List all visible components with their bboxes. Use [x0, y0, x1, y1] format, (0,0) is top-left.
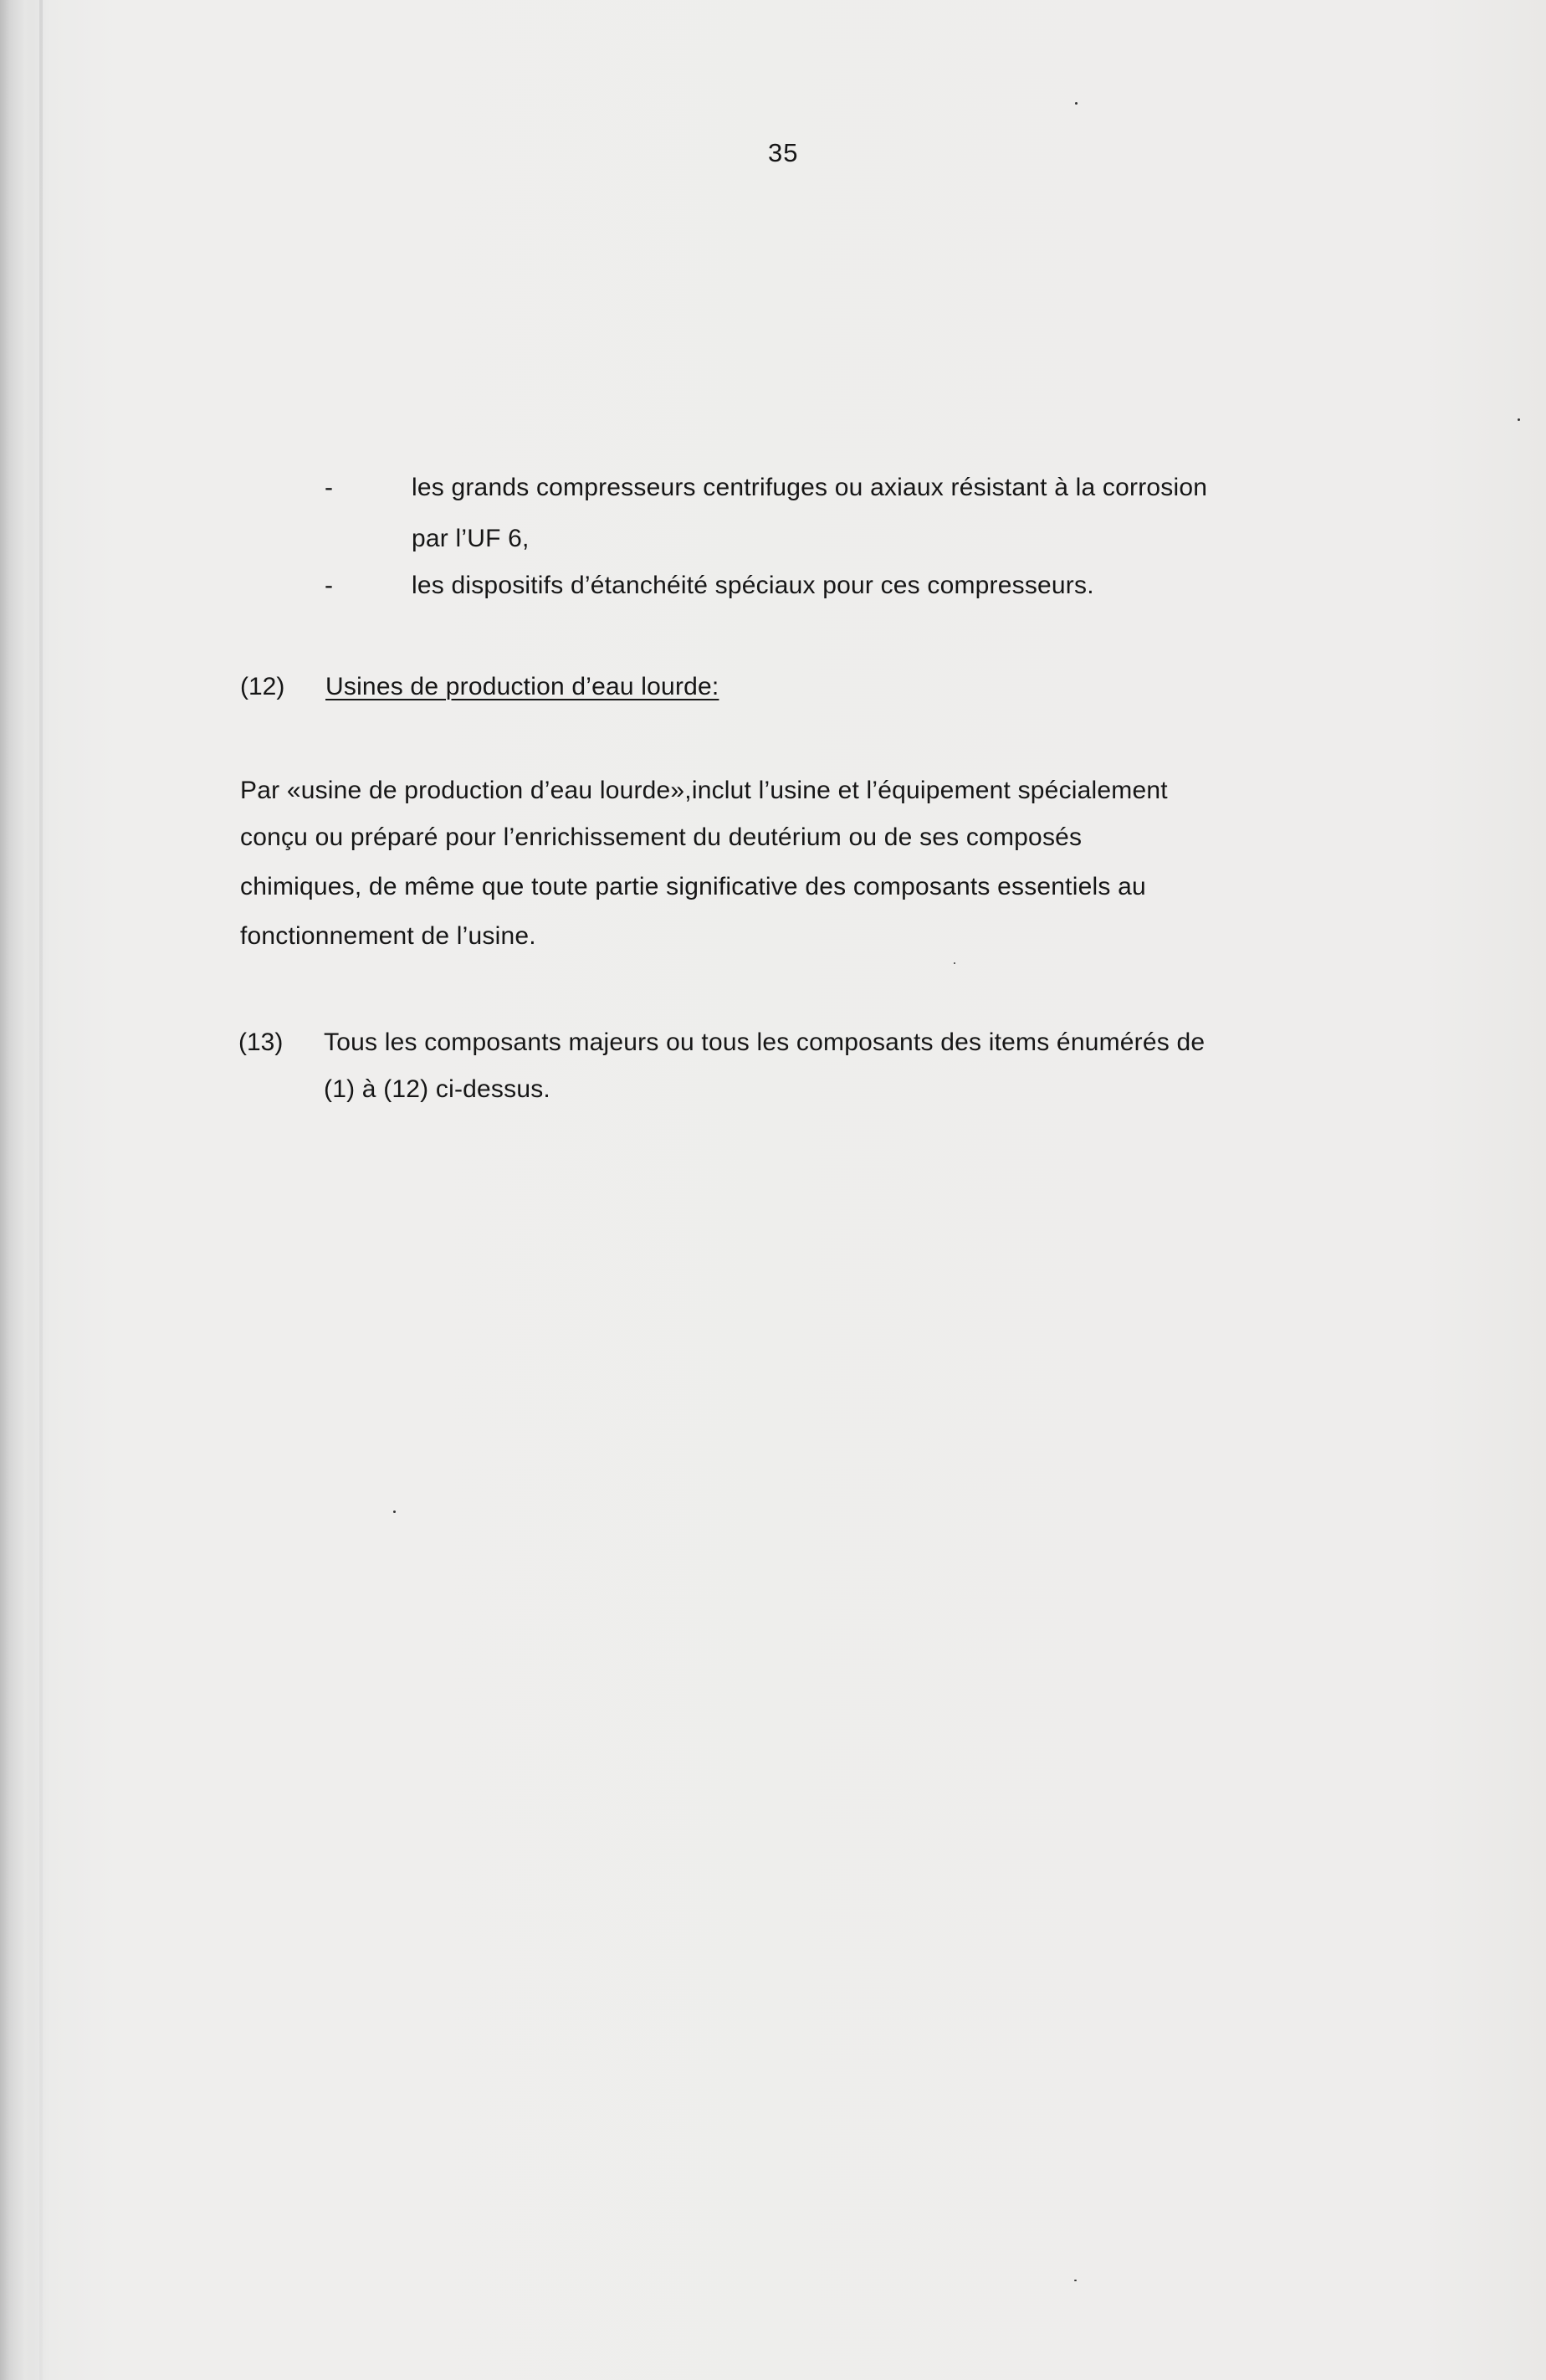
section-12-paragraph-line-2: conçu ou préparé pour l’enrichissement du deutérium ou de ses composés [240, 823, 1083, 851]
bullet-1-line-1: les grands compresseurs centrifuges ou axiaux résistant à la corrosion [412, 474, 1208, 501]
section-12-number: (12) [240, 673, 285, 700]
binding-shadow [0, 0, 37, 2380]
section-13-line-1: Tous les composants majeurs ou tous les composants des items énumérés de [324, 1028, 1206, 1056]
section-12-paragraph-line-4: fonctionnement de l’usine. [240, 922, 536, 950]
scan-speck [1518, 418, 1520, 421]
bullet-dash-2: - [325, 572, 333, 599]
section-12-paragraph-line-1: Par «usine de production d’eau lourde»,inclut l’usine et l’équipement spécialement [240, 777, 1168, 804]
scan-speck [1075, 102, 1078, 105]
binding-edge [39, 0, 43, 2380]
scan-speck [1074, 2280, 1077, 2281]
page-number: 35 [768, 138, 799, 167]
section-13-number: (13) [238, 1028, 284, 1056]
bullet-dash-1: - [325, 474, 333, 501]
section-13-line-2: (1) à (12) ci-dessus. [324, 1075, 550, 1103]
scan-speck [393, 1511, 396, 1513]
scan-speck [954, 962, 955, 964]
section-12-heading: Usines de production d’eau lourde: [325, 673, 719, 700]
section-12-paragraph-line-3: chimiques, de même que toute partie significative des composants essentiels au [240, 873, 1146, 900]
bullet-2-line-1: les dispositifs d’étanchéité spéciaux pour ces compresseurs. [412, 572, 1094, 599]
bullet-1-line-2: par l’UF 6, [412, 525, 530, 552]
